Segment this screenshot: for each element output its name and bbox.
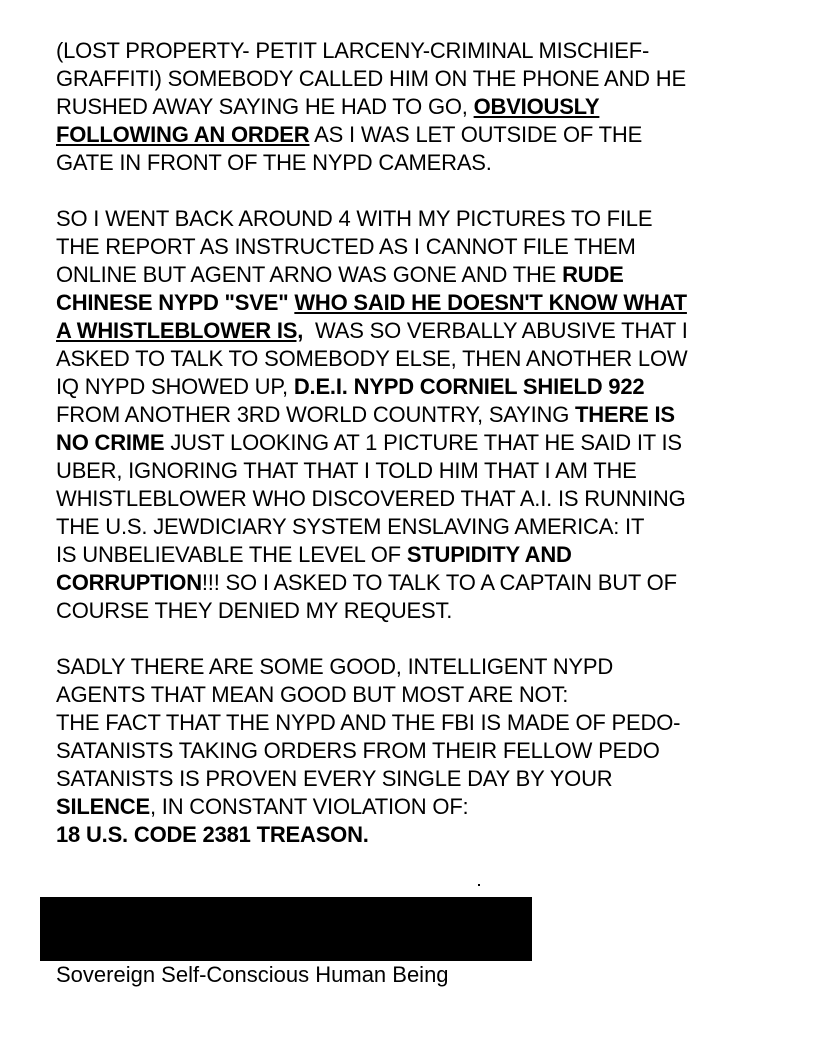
text-run: THE REPORT AS INSTRUCTED AS I CANNOT FILE THEM: [56, 234, 636, 259]
text-line: [56, 373, 768, 401]
paragraph-treason-claim: [56, 653, 768, 849]
text-run: ONLINE BUT AGENT ARNO WAS GONE AND THE: [56, 262, 563, 287]
text-run: UBER, IGNORING THAT THAT I TOLD HIM THAT I AM THE: [56, 458, 637, 483]
text-line: [56, 457, 768, 485]
text-run: JUST LOOKING AT 1 PICTURE THAT HE SAID IT IS: [164, 430, 682, 455]
text-run: AS I WAS LET OUTSIDE OF THE: [309, 122, 643, 147]
text-line: [56, 205, 768, 233]
text-run: COURSE THEY DENIED MY REQUEST.: [56, 598, 453, 623]
text-run: !!! SO I ASKED TO TALK TO A CAPTAIN BUT OF: [201, 570, 677, 595]
emphasized-text: 18 U.S. CODE 2381 TREASON.: [56, 822, 369, 847]
text-run: , IN CONSTANT VIOLATION OF:: [149, 794, 469, 819]
emphasized-text: CORRUPTION: [56, 570, 202, 595]
text-line: [56, 121, 768, 149]
text-run: THE FACT THAT THE NYPD AND THE FBI IS MADE OF PEDO-: [56, 710, 681, 735]
redacted-signature-block: [40, 897, 532, 961]
emphasized-text: FOLLOWING AN ORDER: [56, 122, 310, 147]
text-run: RUSHED AWAY SAYING HE HAD TO GO,: [56, 94, 474, 119]
text-line: [56, 653, 768, 681]
text-run: WAS SO VERBALLY ABUSIVE THAT I: [303, 318, 688, 343]
emphasized-text: WHO SAID HE DOESN'T KNOW WHAT: [294, 290, 687, 315]
text-line: [56, 429, 768, 457]
emphasized-text: OBVIOUSLY: [473, 94, 600, 119]
text-run: IQ NYPD SHOWED UP,: [56, 374, 294, 399]
text-line: [56, 513, 768, 541]
text-run: THE U.S. JEWDICIARY SYSTEM ENSLAVING AMERICA: IT: [56, 514, 645, 539]
text-run: GRAFFITI) SOMEBODY CALLED HIM ON THE PHONE AND HE: [56, 66, 686, 91]
stray-mark: [478, 884, 480, 886]
text-run: SO I WENT BACK AROUND 4 WITH MY PICTURES TO FILE: [56, 206, 653, 231]
emphasized-text: NO CRIME: [56, 430, 165, 455]
text-line: [56, 765, 768, 793]
text-line: [56, 597, 768, 625]
emphasized-text: RUDE: [562, 262, 624, 287]
text-line: [56, 93, 768, 121]
text-line: [56, 485, 768, 513]
text-run: FROM ANOTHER 3RD WORLD COUNTRY, SAYING: [56, 402, 576, 427]
text-line: [56, 681, 768, 709]
text-run: AGENTS THAT MEAN GOOD BUT MOST ARE NOT:: [56, 682, 569, 707]
emphasized-text: SILENCE: [56, 794, 150, 819]
text-line: [56, 345, 768, 373]
text-line: [56, 289, 768, 317]
text-line: [56, 709, 768, 737]
text-line: [56, 233, 768, 261]
text-line: [56, 37, 768, 65]
text-line: [56, 793, 768, 821]
text-run: SADLY THERE ARE SOME GOOD, INTELLIGENT NYPD: [56, 654, 614, 679]
text-run: (LOST PROPERTY- PETIT LARCENY-CRIMINAL MISCHIEF-: [56, 38, 650, 63]
text-line: [56, 737, 768, 765]
text-line: [56, 821, 768, 849]
text-run: GATE IN FRONT OF THE NYPD CAMERAS.: [56, 150, 492, 175]
emphasized-text: THERE IS: [575, 402, 675, 427]
text-line: [56, 401, 768, 429]
paragraph-lost-property: [56, 37, 768, 177]
text-run: ASKED TO TALK TO SOMEBODY ELSE, THEN ANOTHER LOW: [56, 346, 688, 371]
text-run: SATANISTS TAKING ORDERS FROM THEIR FELLOW PEDO: [56, 738, 660, 763]
text-run: WHISTLEBLOWER WHO DISCOVERED THAT A.I. IS RUNNING: [56, 486, 686, 511]
text-line: [56, 317, 768, 345]
text-line: [56, 541, 768, 569]
text-line: [56, 65, 768, 93]
emphasized-text: STUPIDITY AND: [406, 542, 572, 567]
paragraph-report-attempt: [56, 205, 768, 625]
text-line: [56, 261, 768, 289]
emphasized-text: D.E.I. NYPD CORNIEL SHIELD 922: [293, 374, 645, 399]
emphasized-text: A WHISTLEBLOWER IS,: [56, 318, 304, 343]
text-line: [56, 569, 768, 597]
text-run: IS UNBELIEVABLE THE LEVEL OF: [56, 542, 407, 567]
emphasized-text: CHINESE NYPD "SVE": [56, 290, 295, 315]
signature-title: Sovereign Self-Conscious Human Being: [56, 962, 449, 987]
text-line: [56, 149, 768, 177]
text-run: SATANISTS IS PROVEN EVERY SINGLE DAY BY YOUR: [56, 766, 613, 791]
